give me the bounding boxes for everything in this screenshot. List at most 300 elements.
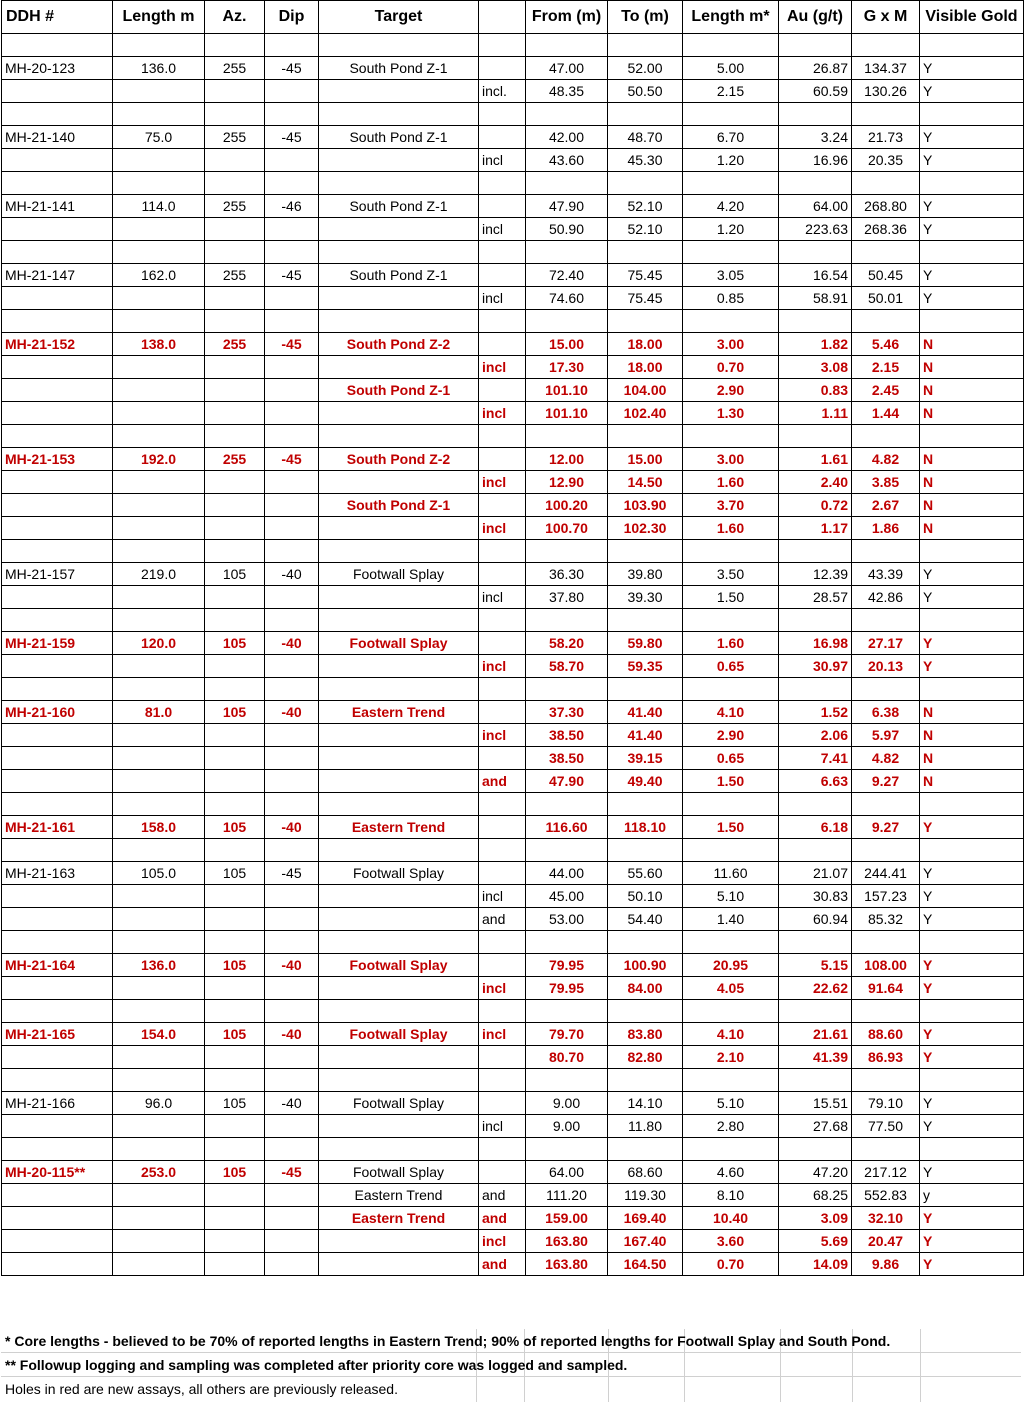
cell-from: 100.20 [526,494,608,517]
cell-gram-metres [852,103,920,126]
cell-visible-gold [920,678,1024,701]
cell-azimuth [205,1253,265,1276]
cell-qualifier [479,57,526,80]
cell-length [113,1230,205,1253]
table-row [2,425,1024,448]
cell-target: Footwall Splay [319,862,479,885]
cell-visible-gold: Y [920,80,1024,103]
cell-length [113,1184,205,1207]
cell-length [113,80,205,103]
cell-gram-metres: 32.10 [852,1207,920,1230]
cell-gram-metres [852,609,920,632]
cell-to: 41.40 [608,724,683,747]
cell-to: 39.15 [608,747,683,770]
cell-from: 43.60 [526,149,608,172]
cell-target [319,540,479,563]
cell-dip: -45 [265,862,319,885]
cell-target [319,908,479,931]
cell-from: 80.70 [526,1046,608,1069]
cell-interval-length: 4.20 [683,195,779,218]
cell-dip [265,356,319,379]
cell-visible-gold: Y [920,218,1024,241]
cell-dip [265,1138,319,1161]
cell-to [608,793,683,816]
cell-au-grade: 12.39 [779,563,852,586]
cell-visible-gold [920,609,1024,632]
cell-dip [265,517,319,540]
cell-length [113,149,205,172]
table-row [2,862,1024,885]
cell-target: Eastern Trend [319,1207,479,1230]
cell-length [113,310,205,333]
cell-visible-gold: Y [920,563,1024,586]
cell-au-grade: 5.15 [779,954,852,977]
cell-azimuth [205,34,265,57]
cell-target [319,793,479,816]
cell-gram-metres: 88.60 [852,1023,920,1046]
cell-to: 164.50 [608,1253,683,1276]
cell-target: South Pond Z-1 [319,494,479,517]
cell-azimuth [205,1184,265,1207]
table-row [2,747,1024,770]
cell-target [319,678,479,701]
cell-azimuth: 105 [205,563,265,586]
cell-length [113,655,205,678]
cell-to: 50.50 [608,80,683,103]
cell-ddh [2,724,113,747]
cell-target [319,977,479,1000]
cell-from: 163.80 [526,1253,608,1276]
table-row [2,954,1024,977]
cell-gram-metres: 86.93 [852,1046,920,1069]
cell-interval-length: 2.90 [683,724,779,747]
cell-dip: -45 [265,126,319,149]
table-row [2,908,1024,931]
cell-qualifier: incl [479,517,526,540]
drill-results-table [1,0,1024,1276]
cell-from: 48.35 [526,80,608,103]
cell-dip [265,149,319,172]
table-row [2,1000,1024,1023]
cell-visible-gold: Y [920,885,1024,908]
table-row [2,678,1024,701]
cell-from: 12.00 [526,448,608,471]
cell-target [319,931,479,954]
cell-to: 52.10 [608,195,683,218]
table-row [2,563,1024,586]
cell-gram-metres: 130.26 [852,80,920,103]
cell-au-grade [779,425,852,448]
cell-to: 59.80 [608,632,683,655]
cell-interval-length: 4.60 [683,1161,779,1184]
cell-visible-gold: N [920,448,1024,471]
cell-target [319,655,479,678]
table-row [2,471,1024,494]
cell-length: 192.0 [113,448,205,471]
cell-qualifier [479,1069,526,1092]
cell-azimuth [205,793,265,816]
cell-from: 101.10 [526,379,608,402]
cell-target: South Pond Z-2 [319,448,479,471]
cell-au-grade: 0.72 [779,494,852,517]
cell-from: 159.00 [526,1207,608,1230]
cell-interval-length [683,678,779,701]
cell-target [319,241,479,264]
cell-au-grade [779,609,852,632]
cell-to [608,540,683,563]
cell-dip [265,241,319,264]
cell-length [113,724,205,747]
cell-target: South Pond Z-1 [319,195,479,218]
cell-ddh [2,1138,113,1161]
footnote-legend: Holes in red are new assays, all others are previously released. [5,1381,398,1397]
cell-dip [265,1184,319,1207]
cell-length: 120.0 [113,632,205,655]
cell-to: 45.30 [608,149,683,172]
cell-ddh [2,103,113,126]
cell-azimuth [205,310,265,333]
cell-length [113,977,205,1000]
cell-interval-length: 4.10 [683,1023,779,1046]
cell-au-grade [779,1138,852,1161]
table-row [2,609,1024,632]
cell-azimuth: 105 [205,1023,265,1046]
cell-azimuth: 105 [205,816,265,839]
cell-dip: -45 [265,333,319,356]
cell-azimuth [205,425,265,448]
cell-to: 100.90 [608,954,683,977]
cell-interval-length: 1.40 [683,908,779,931]
cell-au-grade [779,172,852,195]
cell-length [113,425,205,448]
cell-length [113,586,205,609]
cell-target: South Pond Z-2 [319,333,479,356]
cell-gram-metres [852,540,920,563]
cell-dip: -40 [265,954,319,977]
cell-ddh [2,678,113,701]
cell-au-grade: 21.07 [779,862,852,885]
cell-from: 79.70 [526,1023,608,1046]
cell-interval-length: 3.00 [683,333,779,356]
cell-ddh: MH-21-147 [2,264,113,287]
table-row [2,839,1024,862]
cell-qualifier [479,34,526,57]
cell-to: 14.50 [608,471,683,494]
cell-gram-metres: 91.64 [852,977,920,1000]
cell-gram-metres: 1.44 [852,402,920,425]
cell-gram-metres: 268.36 [852,218,920,241]
cell-to [608,1138,683,1161]
cell-qualifier [479,609,526,632]
header-from: From (m) [526,1,608,34]
cell-gram-metres: 244.41 [852,862,920,885]
cell-dip [265,471,319,494]
cell-qualifier [479,1046,526,1069]
cell-from: 163.80 [526,1230,608,1253]
cell-azimuth [205,609,265,632]
cell-ddh [2,379,113,402]
cell-dip [265,724,319,747]
cell-from: 15.00 [526,333,608,356]
cell-azimuth [205,379,265,402]
cell-visible-gold: Y [920,1115,1024,1138]
cell-to [608,34,683,57]
cell-ddh [2,172,113,195]
table-row [2,218,1024,241]
cell-au-grade [779,793,852,816]
cell-azimuth [205,80,265,103]
cell-target [319,287,479,310]
cell-gram-metres: 21.73 [852,126,920,149]
cell-gram-metres [852,310,920,333]
cell-gram-metres: 157.23 [852,885,920,908]
cell-azimuth [205,172,265,195]
table-row [2,632,1024,655]
cell-au-grade: 60.94 [779,908,852,931]
cell-interval-length: 3.60 [683,1230,779,1253]
cell-azimuth [205,908,265,931]
cell-azimuth [205,149,265,172]
cell-interval-length [683,241,779,264]
cell-interval-length: 1.60 [683,517,779,540]
cell-azimuth: 105 [205,632,265,655]
cell-qualifier [479,862,526,885]
cell-dip [265,885,319,908]
cell-visible-gold [920,540,1024,563]
cell-visible-gold: N [920,402,1024,425]
cell-from: 38.50 [526,724,608,747]
cell-length: 154.0 [113,1023,205,1046]
cell-from: 38.50 [526,747,608,770]
table-row [2,149,1024,172]
cell-qualifier: incl [479,1230,526,1253]
cell-ddh [2,1069,113,1092]
table-row [2,793,1024,816]
cell-from [526,310,608,333]
cell-to [608,931,683,954]
cell-visible-gold: N [920,517,1024,540]
cell-from: 53.00 [526,908,608,931]
cell-from: 9.00 [526,1115,608,1138]
cell-azimuth [205,517,265,540]
cell-target: Eastern Trend [319,816,479,839]
cell-visible-gold [920,1138,1024,1161]
cell-length [113,747,205,770]
cell-visible-gold [920,931,1024,954]
cell-to: 41.40 [608,701,683,724]
cell-interval-length: 11.60 [683,862,779,885]
cell-from [526,540,608,563]
table-row [2,333,1024,356]
cell-interval-length [683,1000,779,1023]
cell-from: 79.95 [526,977,608,1000]
cell-from: 37.30 [526,701,608,724]
table-row [2,264,1024,287]
table-row [2,494,1024,517]
cell-ddh [2,586,113,609]
cell-visible-gold: Y [920,1023,1024,1046]
cell-target [319,517,479,540]
cell-dip [265,379,319,402]
cell-ddh [2,931,113,954]
cell-to: 75.45 [608,264,683,287]
cell-to [608,1069,683,1092]
cell-qualifier [479,793,526,816]
cell-ddh: MH-21-165 [2,1023,113,1046]
cell-to: 75.45 [608,287,683,310]
cell-from: 44.00 [526,862,608,885]
cell-target: South Pond Z-1 [319,264,479,287]
cell-target [319,724,479,747]
cell-gram-metres: 4.82 [852,747,920,770]
cell-visible-gold: Y [920,126,1024,149]
table-row [2,1023,1024,1046]
cell-dip [265,34,319,57]
table-row [2,402,1024,425]
cell-length [113,471,205,494]
cell-dip [265,931,319,954]
cell-au-grade: 16.98 [779,632,852,655]
cell-visible-gold: y [920,1184,1024,1207]
cell-dip [265,1000,319,1023]
cell-ddh [2,425,113,448]
cell-length [113,1138,205,1161]
cell-dip: -45 [265,57,319,80]
cell-azimuth: 105 [205,954,265,977]
cell-au-grade: 3.09 [779,1207,852,1230]
cell-from: 12.90 [526,471,608,494]
header-to: To (m) [608,1,683,34]
cell-azimuth: 255 [205,57,265,80]
cell-from [526,609,608,632]
cell-target [319,885,479,908]
cell-azimuth: 255 [205,264,265,287]
cell-target [319,471,479,494]
cell-ddh [2,747,113,770]
cell-interval-length [683,103,779,126]
cell-dip [265,310,319,333]
header-target: Target [319,1,479,34]
cell-length: 114.0 [113,195,205,218]
cell-gram-metres [852,241,920,264]
table-row [2,816,1024,839]
cell-to [608,241,683,264]
cell-from: 42.00 [526,126,608,149]
cell-visible-gold: Y [920,1253,1024,1276]
cell-azimuth [205,977,265,1000]
cell-interval-length: 1.60 [683,471,779,494]
cell-au-grade: 6.18 [779,816,852,839]
cell-interval-length: 2.15 [683,80,779,103]
cell-dip [265,1046,319,1069]
cell-qualifier: incl [479,287,526,310]
cell-gram-metres [852,172,920,195]
cell-interval-length [683,793,779,816]
cell-to: 104.00 [608,379,683,402]
cell-azimuth [205,1069,265,1092]
cell-azimuth [205,1115,265,1138]
cell-length [113,908,205,931]
cell-dip [265,1069,319,1092]
cell-ddh [2,1253,113,1276]
cell-au-grade: 6.63 [779,770,852,793]
cell-interval-length: 2.10 [683,1046,779,1069]
table-body [2,34,1024,1276]
cell-length: 162.0 [113,264,205,287]
cell-azimuth: 255 [205,195,265,218]
header-au-grade: Au (g/t) [779,1,852,34]
cell-ddh: MH-21-141 [2,195,113,218]
header-dip: Dip [265,1,319,34]
cell-length [113,678,205,701]
cell-target [319,172,479,195]
cell-dip [265,908,319,931]
table-row [2,1115,1024,1138]
cell-interval-length: 8.10 [683,1184,779,1207]
header-interval-length: Length m* [683,1,779,34]
cell-azimuth: 105 [205,1161,265,1184]
cell-azimuth [205,103,265,126]
header-row [2,1,1024,34]
table-row [2,1046,1024,1069]
cell-dip: -45 [265,264,319,287]
cell-to: 68.60 [608,1161,683,1184]
cell-qualifier [479,333,526,356]
cell-ddh [2,908,113,931]
cell-to: 102.30 [608,517,683,540]
cell-from [526,839,608,862]
cell-target [319,34,479,57]
cell-qualifier: and [479,1184,526,1207]
cell-qualifier [479,425,526,448]
cell-gram-metres: 50.45 [852,264,920,287]
cell-from [526,34,608,57]
cell-ddh: MH-20-115** [2,1161,113,1184]
cell-length [113,356,205,379]
header-qualifier [479,1,526,34]
cell-interval-length: 10.40 [683,1207,779,1230]
cell-interval-length: 6.70 [683,126,779,149]
cell-length: 96.0 [113,1092,205,1115]
cell-ddh [2,655,113,678]
cell-visible-gold [920,793,1024,816]
cell-au-grade [779,1069,852,1092]
cell-gram-metres: 9.86 [852,1253,920,1276]
cell-ddh [2,839,113,862]
cell-au-grade [779,103,852,126]
cell-qualifier: incl [479,586,526,609]
cell-ddh [2,287,113,310]
cell-interval-length: 1.20 [683,149,779,172]
header-azimuth: Az. [205,1,265,34]
cell-dip: -40 [265,563,319,586]
cell-ddh [2,793,113,816]
table-row [2,379,1024,402]
cell-azimuth: 105 [205,701,265,724]
cell-length: 219.0 [113,563,205,586]
cell-from: 36.30 [526,563,608,586]
cell-interval-length [683,931,779,954]
cell-dip [265,747,319,770]
cell-gram-metres: 9.27 [852,770,920,793]
cell-gram-metres: 5.97 [852,724,920,747]
cell-target [319,770,479,793]
cell-qualifier [479,494,526,517]
cell-gram-metres: 552.83 [852,1184,920,1207]
cell-gram-metres: 77.50 [852,1115,920,1138]
cell-length [113,1000,205,1023]
cell-gram-metres: 42.86 [852,586,920,609]
